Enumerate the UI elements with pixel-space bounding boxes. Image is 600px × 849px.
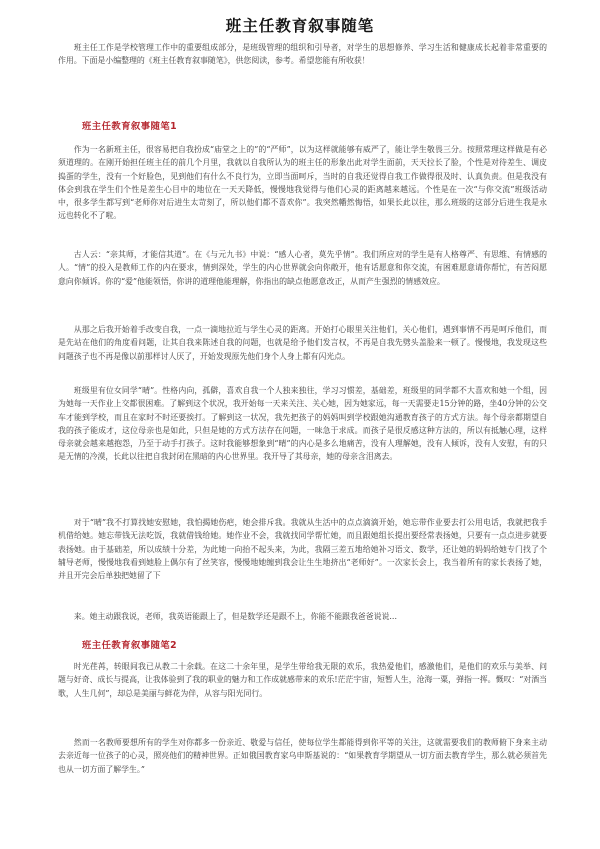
section-heading-1: 班主任教育叙事随笔1 [82, 121, 178, 132]
paragraph: 古人云：“亲其师，才能信其道”。在《与元九书》中说：“感人心者，莫先乎情”。我们所应对的学生是有人格尊严、有思维、有情感的人。“情”的投入是教师工作的内在要求，情到深处，学生的内心世界就会向你敞开，他有话愿意和你交流，有困难愿意请你帮忙，有苦闷愿意向你倾诉。你的“爱”他能领悟，你讲的道理他能理解，你指出的缺点他愿意改正，从而产生强烈的情感效应。 [58, 250, 547, 286]
paragraph: 对于“晴”我不打算找她安慰她，我怕揭她伤疤，她会排斥我。我就从生活中的点点滴滴开始，她忘带作业要去打公用电话，我就把我手机借给她。她忘带钱无法吃饭，我就借钱给她。她作业不会，我就找同学帮忙她，而且跟她组长提出要经常表扬她，只要有一点点进步就要表扬她。由于基础差，所以成绩十分差，为此她一向抬不起头来，为此，我隔三差五地给她补习语文、数学，还让她的妈妈给她专门找了个辅导老师，慢慢地我看到她脸上偶尔有了丝笑容，慢慢地她缠到我会让生生地挤出“老师好”。一次家长会上，我当着所有的家长表扬了她，并且开完会后单独把她留了下 [58, 518, 547, 581]
paragraph: 班级里有位女同学“晴”。性格内向，孤僻，喜欢自我一个人独来独往，学习习惯差，基础差，班级里的同学都不大喜欢和她一个组，因为她每一天作业上交都很困难。了解到这个状况，我开始每一天来关注、关心她，因为她家远，每一天需要走15分钟的路，坐40分钟的公交车才能到学校，而且在家时不时还要挨打。了解到这一状况，我先把孩子的妈妈叫到学校跟她沟通教育孩子的方式方法。每个母亲都期望自我的孩子能成才，这位母亲也是如此，只但是她的方式方法存在问题，一味急于求成。而孩子是很反感这种方法的，所以有抵触心理，这样母亲就会越来越抱怨，乃至于动手打孩子。这时我能够想象到“晴”的内心是多么地痛苦，没有人理解她，没有人倾诉，没有人安慰，有的只是无情的冷漠，长此以往把自我封闭在黑暗的内心世界里。我开导了其母亲，她的母亲含泪离去。 [58, 386, 547, 462]
paragraph: 来。她主动跟我说，老师，我英语能跟上了，但是数学还是跟不上，你能不能跟我爸爸说说... [73, 612, 397, 621]
paragraph: 然而一名教师要想所有的学生对你都多一份亲近、敬爱与信任，使每位学生都能得到你平等的关注，这就需要我们的教师俯下身来主动去亲近每一位孩子的心灵，照亮他们的精神世界。正如俄国教育家乌申斯基说的：“如果教育学期望从一切方面去教育学生，那么就必须首先也从一切方面了解学生。” [58, 738, 547, 774]
paragraph: 从那之后我开始着手改变自我，一点一滴地拉近与学生心灵的距离。开始打心眼里关注他们，关心他们，遇到事情不再是呵斥他们，而是先站在他们的角度看问题，让其自我来陈述自我的问题，也就是给予他们发言权，不再是自我先劈头盖脸来一顿了。慢慢地，我发现这些问题孩子也不再是像以前那样讨人厌了，开始发现原先他们身个人身上都有闪光点。 [58, 325, 547, 361]
paragraph: 作为一名新班主任，很容易把自我扮成“庙堂之上的”的“严师”，以为这样就能够有威严了，能让学生敬畏三分。按照常理这样做是有必须道理的。在刚开始担任班主任的前几个月里，我就以自我所认为的班主任的形象出此对学生面前，天天拉长了脸，个性是对待差生、调皮捣蛋的学生，没有一个好脸色，见到他们有什么不良行为，立即当面呵斥，当时的自我还觉得自我工作做得很及时、认真负责。但是我没有体会到我在学生们个性是差生心目中的地位在一天天降低，慢慢地我觉得与他们心灵的距离越来越远。个性是在一次“与你交流”班级活动中，很多学生都写到“老师你对后进生太苛刻了，所以他们都不喜欢你”。我突然幡然悔悟，如果长此以往，那么班级的这部分后进生我是永远也转化不了啦。 [58, 145, 547, 221]
section-heading-2: 班主任教育叙事随笔2 [82, 640, 178, 651]
intro-paragraph: 班主任工作是学校管理工作中的重要组成部分，是班级管理的组织和引导者，对学生的思想修养、学习生活和健康成长起着非常重要的作用。下面是小编整理的《班主任教育叙事随笔》，供您阅读，参考。希望您能有所收获！ [58, 43, 547, 66]
paragraph: 时光荏苒，转眼间我已从教二十余载。在这二十余年里，是学生带给我无限的欢乐，我热爱他们，感激他们，是他们的欢乐与美举、问题与好奇、成长与提高，让我体验到了我的职业的魅力和工作成就感带来的欢乐!茫茫宇宙，短暂人生，沧海一粟，弹指一挥。慨叹：“对酒当歌，人生几何”，却总是美丽与鲜花为伴，从容与阳光同行。 [58, 662, 547, 698]
document-title: 班主任教育叙事随笔 [225, 17, 375, 35]
